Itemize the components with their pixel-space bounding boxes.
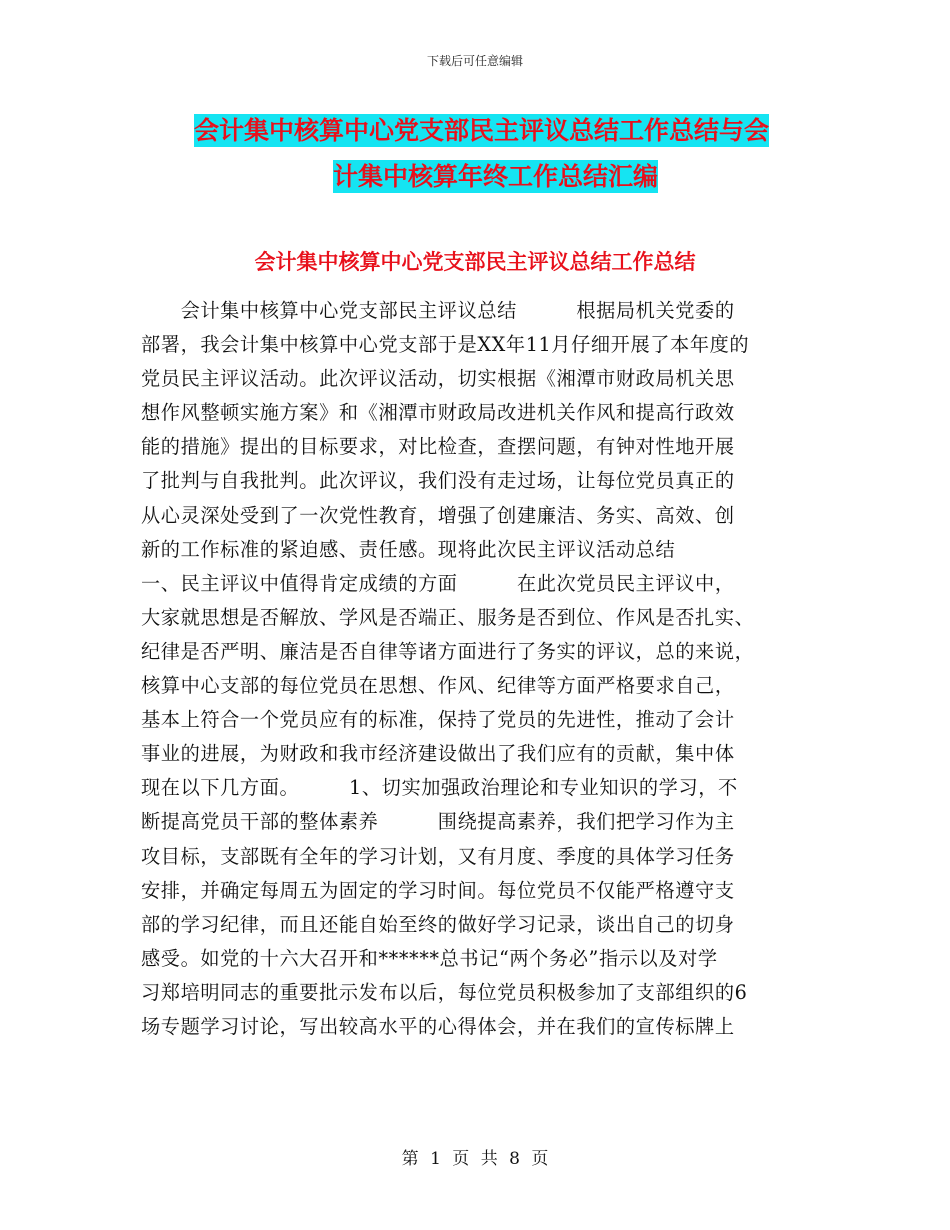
body-line: 一、民主评议中值得肯定成绩的方面 在此次党员民主评议中， — [141, 571, 735, 595]
body-line: 现在以下几方面。 1、切实加强政治理论和专业知识的学习，不 — [141, 776, 738, 800]
body-line: 能的措施》提出的目标要求，对比检查，查摆问题，有钟对性地开展 — [141, 435, 735, 459]
page-header-note: 下载后可任意编辑 — [426, 54, 523, 68]
body-line: 攻目标，支部既有全年的学习计划，又有月度、季度的具体学习任务 — [141, 844, 735, 868]
body-line: 党员民主评议活动。此次评议活动，切实根据《湘潭市财政局机关思 — [141, 367, 735, 391]
body-line: 安排，并确定每周五为固定的学习时间。每位党员不仅能严格遵守支 — [141, 878, 735, 902]
body-line: 事业的进展，为财政和我市经济建设做出了我们应有的贡献，集中体 — [141, 742, 735, 766]
body-line: 会计集中核算中心党支部民主评议总结 根据局机关党委的 — [141, 299, 735, 322]
body-line: 纪律是否严明、廉洁是否自律等诸方面进行了务实的评议，总的来说， — [141, 639, 755, 663]
body-line: 从心灵深处受到了一次党性教育，增强了创建廉洁、务实、高效、创 — [141, 503, 735, 527]
title-line-1-text: 会计集中核算中心党支部民主评议总结工作总结与会 — [194, 116, 770, 145]
body-line: 部的学习纪律，而且还能自始至终的做好学习记录，谈出自己的切身 — [141, 912, 735, 936]
body-line: 断提高党员干部的整体素养 围绕提高素养，我们把学习作为主 — [141, 810, 735, 834]
body-line: 基本上符合一个党员应有的标准，保持了党员的先进性，推动了会计 — [141, 708, 735, 732]
page-footer: 第 1 页 共 8 页 — [401, 1149, 549, 1169]
document-title — [0, 108, 950, 200]
body-line: 了批判与自我批判。此次评议，我们没有走过场，让每位党员真正的 — [141, 469, 735, 493]
body-text — [141, 294, 809, 1044]
body-line: 核算中心支部的每位党员在思想、作风、纪律等方面严格要求自己， — [141, 674, 735, 698]
title-line-2-text: 计集中核算年终工作总结汇编 — [333, 162, 659, 191]
body-line: 场专题学习讨论，写出较高水平的心得体会，并在我们的宣传标牌上 — [141, 1014, 735, 1038]
body-line: 想作风整顿实施方案》和《湘潭市财政局改进机关作风和提高行政效 — [141, 401, 735, 425]
document-title-line-1 — [0, 108, 950, 154]
body-line: 大家就思想是否解放、学风是否端正、服务是否到位、作风是否扎实、 — [141, 605, 755, 629]
body-line: 感受。如党的十六大召开和******总书记“两个务必”指示以及对学 — [141, 946, 718, 970]
body-line: 习郑培明同志的重要批示发布以后，每位党员积极参加了支部组织的6 — [141, 980, 748, 1004]
body-line: 部署，我会计集中核算中心党支部于是XX年11月仔细开展了本年度的 — [141, 333, 750, 357]
body-line: 新的工作标准的紧迫感、责任感。现将此次民主评议活动总结 — [141, 537, 676, 561]
document-title-line-2 — [0, 154, 950, 200]
section-title: 会计集中核算中心党支部民主评议总结工作总结 — [254, 250, 696, 274]
